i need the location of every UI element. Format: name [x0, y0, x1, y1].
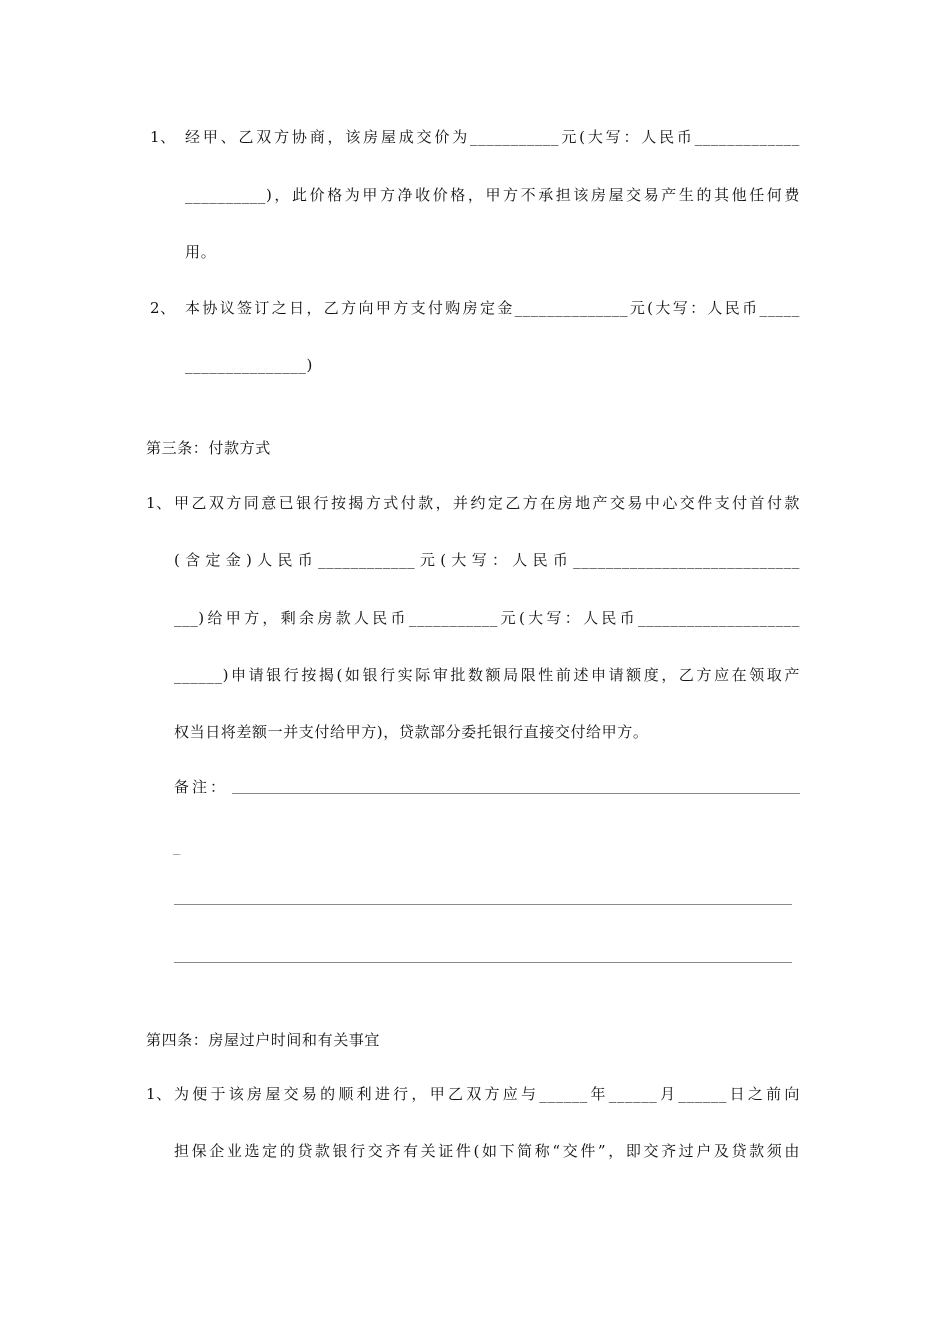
item-number: 1、	[150, 128, 176, 146]
payment-clause-line: ______)申请银行按揭(如银行实际审批数额局限性前述申请额度，乙方应在领取产	[174, 666, 800, 684]
remark-stray-mark: _	[173, 837, 182, 855]
item-number: 1、	[146, 494, 172, 512]
article-heading: 第四条：房屋过户时间和有关事宜	[146, 1031, 381, 1049]
remark-blank-line	[232, 793, 800, 794]
deposit-clause-line: 本协议签订之日，乙方向甲方支付购房定金______________元(大写：人民币_____	[185, 299, 800, 317]
remark-label: 备注：	[174, 778, 229, 796]
price-clause-line: __________)，此价格为甲方净收价格，甲方不承担该房屋交易产生的其他任何费	[185, 186, 800, 204]
item-number: 2、	[150, 299, 176, 317]
payment-clause-line: ___)给甲方，剩余房款人民币___________元(大写：人民币____________________	[174, 609, 800, 627]
payment-clause-line: 权当日将差额一并支付给甲方)，贷款部分委托银行直接交付给甲方。	[174, 723, 649, 741]
remark-blank-line	[174, 962, 792, 963]
payment-clause-line: 甲乙双方同意已银行按揭方式付款，并约定乙方在房地产交易中心交件支付首付款	[174, 494, 800, 512]
item-number: 1、	[146, 1085, 172, 1103]
price-clause-line: 用。	[185, 243, 217, 261]
payment-clause-line: (含定金)人民币____________元(大写：人民币____________________________	[174, 551, 800, 569]
transfer-clause-line: 为便于该房屋交易的顺利进行，甲乙双方应与______年______月______日之前向	[174, 1085, 800, 1103]
deposit-clause-line: _______________)	[185, 356, 313, 374]
remark-blank-line	[174, 904, 792, 905]
article-heading: 第三条：付款方式	[146, 439, 271, 457]
price-clause-line: 经甲、乙双方协商，该房屋成交价为___________元(大写：人民币_____________	[185, 128, 800, 146]
transfer-clause-line: 担保企业选定的贷款银行交齐有关证件(如下简称“交件”，即交齐过户及贷款须由	[174, 1142, 800, 1160]
